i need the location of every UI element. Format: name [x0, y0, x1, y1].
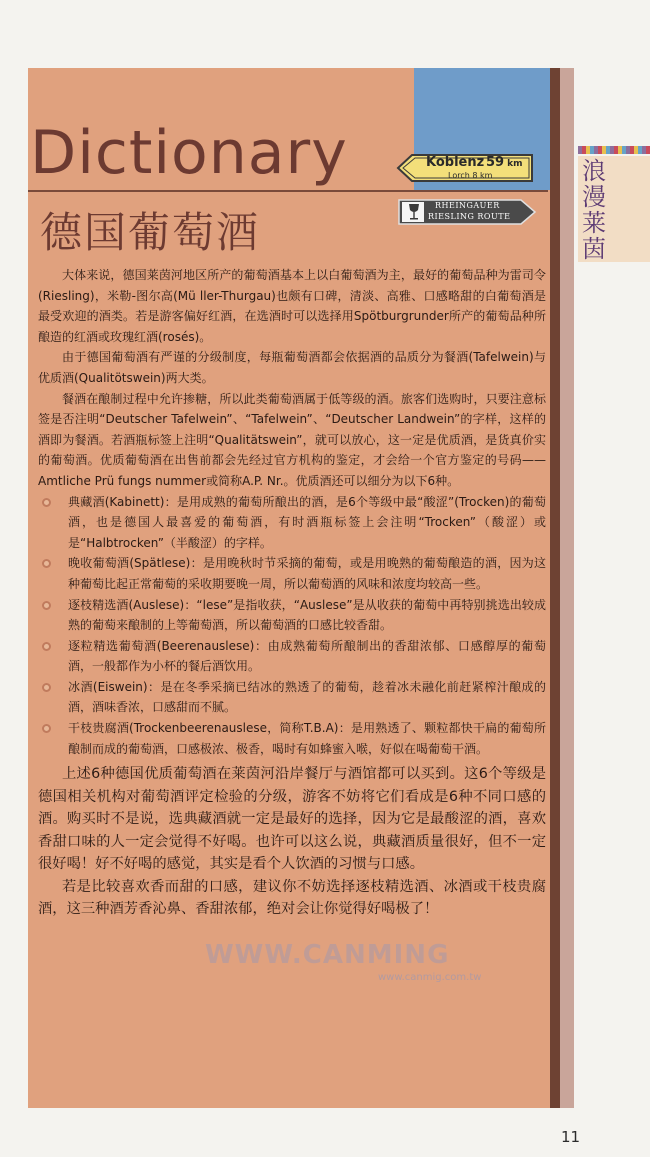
- route-sign-line1: RHEINGAUER: [435, 201, 500, 210]
- page-number: 11: [561, 1128, 581, 1146]
- german-wine-title: 德国葡萄酒: [40, 208, 261, 257]
- grade-text: 逐粒精选葡萄酒(Beerenauslese)：由成熟葡萄所酿制出的香甜浓郁、口感醇厚的葡萄酒，一般都作为小杯的餐后酒饮用。: [68, 638, 546, 674]
- list-item: [38, 718, 546, 759]
- side-tab-label: 浪漫莱茵: [582, 157, 606, 263]
- panel-edge-bar: [550, 68, 560, 1108]
- watermark: WWW.CANMING: [205, 940, 450, 970]
- bullet-icon: [42, 724, 51, 733]
- grade-text: 晚收葡萄酒(Spätlese)：是用晚秋时节采摘的葡萄，或是用晚熟的葡萄酿造的酒，因为这种葡萄比起正常葡萄的采收期要晚一周，所以葡萄酒的风味和浓度均较高一些。: [68, 556, 546, 591]
- table-wine-paragraph: 餐酒在酿制过程中允许掺糖，所以此类葡萄酒属于低等级的酒。旅客们选购时，只要注意标签是否注明“Deutscher Tafelwein”、“Tafelwein”、“Deutscher Landwein”的字样，这样的酒即为餐酒。若酒瓶标签上注明“Qualitätswein”，就可以放心，这一定是优质酒，是货真价实的葡萄酒。优质葡萄酒在出售前都会先经过官方机构的鉴定，才会给一个官方鉴定的号码——Amtliche Prü fungs nummer或简称A.P. Nr.。优质酒还可以细分为以下6种。: [38, 391, 546, 488]
- side-tab-stripe: [578, 146, 650, 154]
- watermark-url: www.canmig.com.tw: [378, 972, 482, 983]
- grade-text: 逐枝精选酒(Auslese)：“lese”是指收获，“Auslese”是从收获的葡萄中再特别挑选出较成熟的葡萄来酿制的上等葡萄酒，所以葡萄酒的口感比较香甜。: [68, 597, 546, 633]
- grade-text: 干枝贵腐酒(Trockenbeerenauslese，简称T.B.A)：是用熟透了、颗粒都快干扁的葡萄所酿制而成的葡萄酒，口感极浓、极香，喝时有如蜂蜜入喉，好似在喝葡萄干酒。: [68, 721, 546, 756]
- purchase-paragraph: 上述6种德国优质葡萄酒在莱茵河沿岸餐厅与酒馆都可以买到。这6个等级是德国相关机构对葡萄酒评定检验的分级，游客不妨将它们看成是6种不同口感的酒。购买时不是说，选典藏酒就一定是最好的选择，因为它是最酸涩的酒，喜欢香甜口味的人一定会觉得不好喝。也许可以这么说，典藏酒质量很好，但不一定很好喝！好不好喝的感觉，其实是看个人饮酒的习惯与口感。: [38, 766, 546, 873]
- grade-text: 冰酒(Eiswein)：是在冬季采摘已结冰的熟透了的葡萄，趁着冰未融化前赶紧榨汁酿成的酒，酒味香浓，口感甜而不腻。: [68, 679, 546, 715]
- sign-distance-value: 59: [486, 155, 505, 170]
- list-item: [38, 492, 546, 554]
- bullet-icon: [42, 601, 51, 610]
- sign-city: Koblenz: [426, 155, 485, 170]
- classification-paragraph: 由于德国葡萄酒有严谨的分级制度，每瓶葡萄酒都会依据酒的品质分为餐酒(Tafelwein)与优质酒(Qualitötswein)两大类。: [38, 350, 546, 385]
- dictionary-title: Dictionary: [30, 118, 348, 188]
- route-sign-line2: RIESLING ROUTE: [428, 212, 511, 221]
- article-body: [38, 265, 546, 921]
- grade-text: 典藏酒(Kabinett)：是用成熟的葡萄所酿出的酒，是6个等级中最“酸涩”(Trocken)的葡萄酒，也是德国人最喜爱的葡萄酒，有时酒瓶标签上会注明“Trocken”（酸涩）或是“Halbtrocken”（半酸涩）的字样。: [68, 494, 546, 550]
- bullet-icon: [42, 559, 51, 568]
- sign-subtext: Lorch 8 km: [448, 171, 493, 180]
- sign-distance-unit: km: [507, 159, 523, 169]
- list-item: [38, 677, 546, 718]
- list-item: [38, 553, 546, 594]
- wine-glass-icon: [406, 203, 422, 221]
- recommendation-paragraph: 若是比较喜欢香而甜的口感，建议你不妨选择逐枝精选酒、冰酒或干枝贵腐酒，这三种酒芳香沁鼻、香甜浓郁，绝对会让你觉得好喝极了！: [38, 878, 546, 918]
- bullet-icon: [42, 642, 51, 651]
- panel-edge-light: [560, 68, 574, 1108]
- bullet-icon: [42, 683, 51, 692]
- list-item: [38, 636, 546, 677]
- title-divider: [28, 190, 548, 192]
- riesling-route-sign: [397, 198, 537, 226]
- wine-grade-list: [38, 492, 546, 760]
- list-item: [38, 595, 546, 636]
- bullet-icon: [42, 498, 51, 507]
- intro-paragraph: 大体来说，德国莱茵河地区所产的葡萄酒基本上以白葡萄酒为主，最好的葡萄品种为雷司令(Riesling)，米勒-图尔高(Mü ller-Thurgau)也颇有口碑，清淡、高雅、口感略甜的白葡萄酒是最受欢迎的酒类。若是游客偏好红酒，在选酒时可以选择用Spötburgrunder所产的葡萄品种所酿造的红酒或玫瑰红酒(rosés)。: [38, 268, 546, 344]
- koblenz-road-sign: [396, 153, 534, 183]
- sign-distance: [486, 155, 522, 170]
